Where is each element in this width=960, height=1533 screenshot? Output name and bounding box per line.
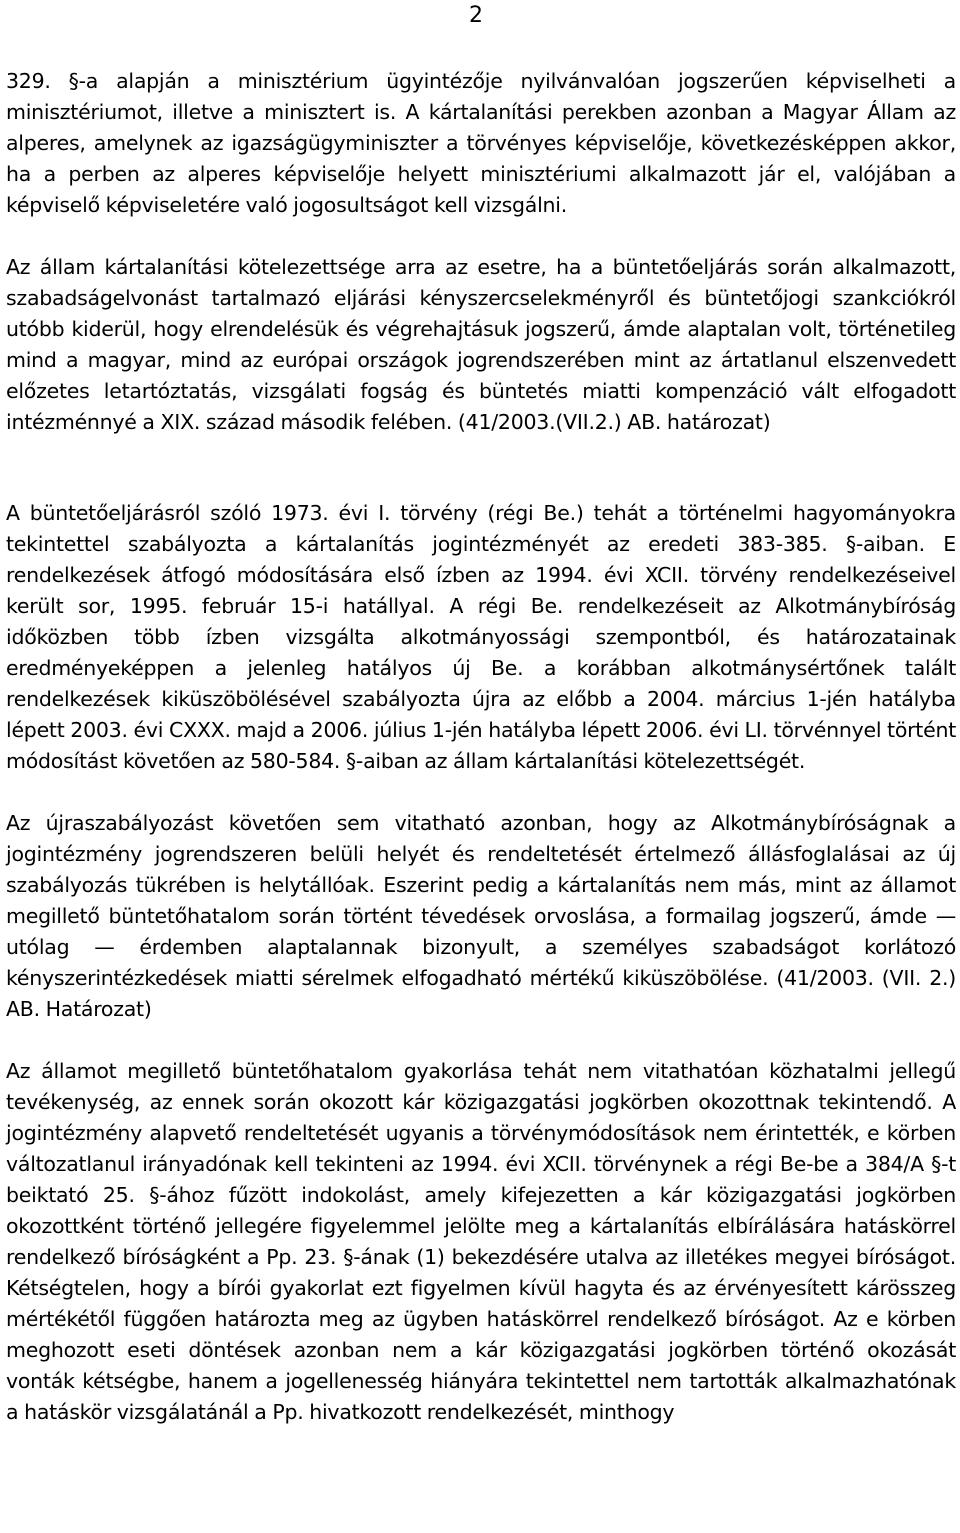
- paragraph-3: A büntetőeljárásról szóló 1973. évi I. törvény (régi Be.) tehát a történelmi hagyományokra tekintettel szabályozta a kártalanítás jogintézményét az eredeti 383-385. §-aiban. E rendelkezések átfogó módosítására első ízben az 1994. évi XCII. törvény rendelkezéseivel került sor, 1995. február 15-i hatállyal. A régi Be. rendelkezéseit az Alkotmánybíróság időközben több ízben vizsgálta alkotmányossági szempontból, és határozatainak eredményeképpen a jelenleg hatályos új Be. a korábban alkotmánysértőnek talált rendelkezések kiküszöbölésével szabályozta újra az előbb a 2004. március 1-jén hatályba lépett 2003. évi CXXX. majd a 2006. július 1-jén hatályba lépett 2006. évi LI. törvénnyel történt módosítást követően az 580-584. §-aiban az állam kártalanítási kötelezettségét.: [6, 501, 956, 773]
- document-body: [6, 66, 956, 1428]
- paragraph-1: 329. §-a alapján a minisztérium ügyintézője nyilvánvalóan jogszerűen képviselheti a minisztériumot, illetve a minisztert is. A kártalanítási perekben azonban a Magyar Állam az alperes, amelynek az igazságügyminiszter a törvényes képviselője, következésképpen akkor, ha a perben az alperes képviselője helyett minisztériumi alkalmazott jár el, valójában a képviselő képviseletére való jogosultságot kell vizsgálni.: [6, 69, 956, 217]
- paragraph-5: Az államot megillető büntetőhatalom gyakorlása tehát nem vitathatóan közhatalmi jellegű tevékenység, az ennek során okozott kár közigazgatási jogkörben okozottnak tekintendő. A jogintézmény alapvető rendeltetését ugyanis a törvénymódosítások nem érintették, e körben változatlanul irányadónak kell tekinteni az 1994. évi XCII. törvénynek a régi Be-be a 384/A §-t beiktató 25. §-ához fűzött indokolást, amely kifejezetten a kár közigazgatási jogkörben okozottként történő jellegére figyelemmel jelölte meg a kártalanítás elbírálására hatáskörrel rendelkező bíróságként a Pp. 23. §-ának (1) bekezdésére utalva az illetékes megyei bíróságot. Kétségtelen, hogy a bírói gyakorlat ezt figyelmen kívül hagyta és az érvényesített kárösszeg mértékétől függően határozta meg az ügyben hatáskörrel rendelkező bíróságot. Az e körben meghozott eseti döntések azonban nem a kár közigazgatási jogkörben történő okozását vonták kétségbe, hanem a jogellenesség hiányára tekintettel nem tartották alkalmazhatónak a hatáskör vizsgálatánál a Pp. hivatkozott rendelkezését, minthogy: [6, 1059, 956, 1424]
- paragraph-4: Az újraszabályozást követően sem vitatható azonban, hogy az Alkotmánybíróságnak a jogintézmény jogrendszeren belüli helyét és rendeltetését értelmező állásfoglalásai az új szabályozás tükrében is helytállóak. Eszerint pedig a kártalanítás nem más, mint az államot megillető büntetőhatalom során történt tévedések orvoslása, a formailag jogszerű, ámde — utólag — érdemben alaptalannak bizonyult, a személyes szabadságot korlátozó kényszerintézkedések miatti sérelmek elfogadható mértékű kiküszöbölése. (41/2003. (VII. 2.) AB. Határozat): [6, 811, 956, 1021]
- paragraph-2: Az állam kártalanítási kötelezettsége arra az esetre, ha a büntetőeljárás során alkalmazott, szabadságelvonást tartalmazó eljárási kényszercselekményről és büntetőjogi szankciókról utóbb kiderül, hogy elrendelésük és végrehajtásuk jogszerű, ámde alaptalan volt, történetileg mind a magyar, mind az európai országok jogrendszerében mint az ártatlanul elszenvedett előzetes letartóztatás, vizsgálati fogság és büntetés miatti kompenzáció vált elfogadott intézménnyé a XIX. század második felében. (41/2003.(VII.2.) AB. határozat): [6, 255, 956, 434]
- page-number: 2: [469, 3, 483, 28]
